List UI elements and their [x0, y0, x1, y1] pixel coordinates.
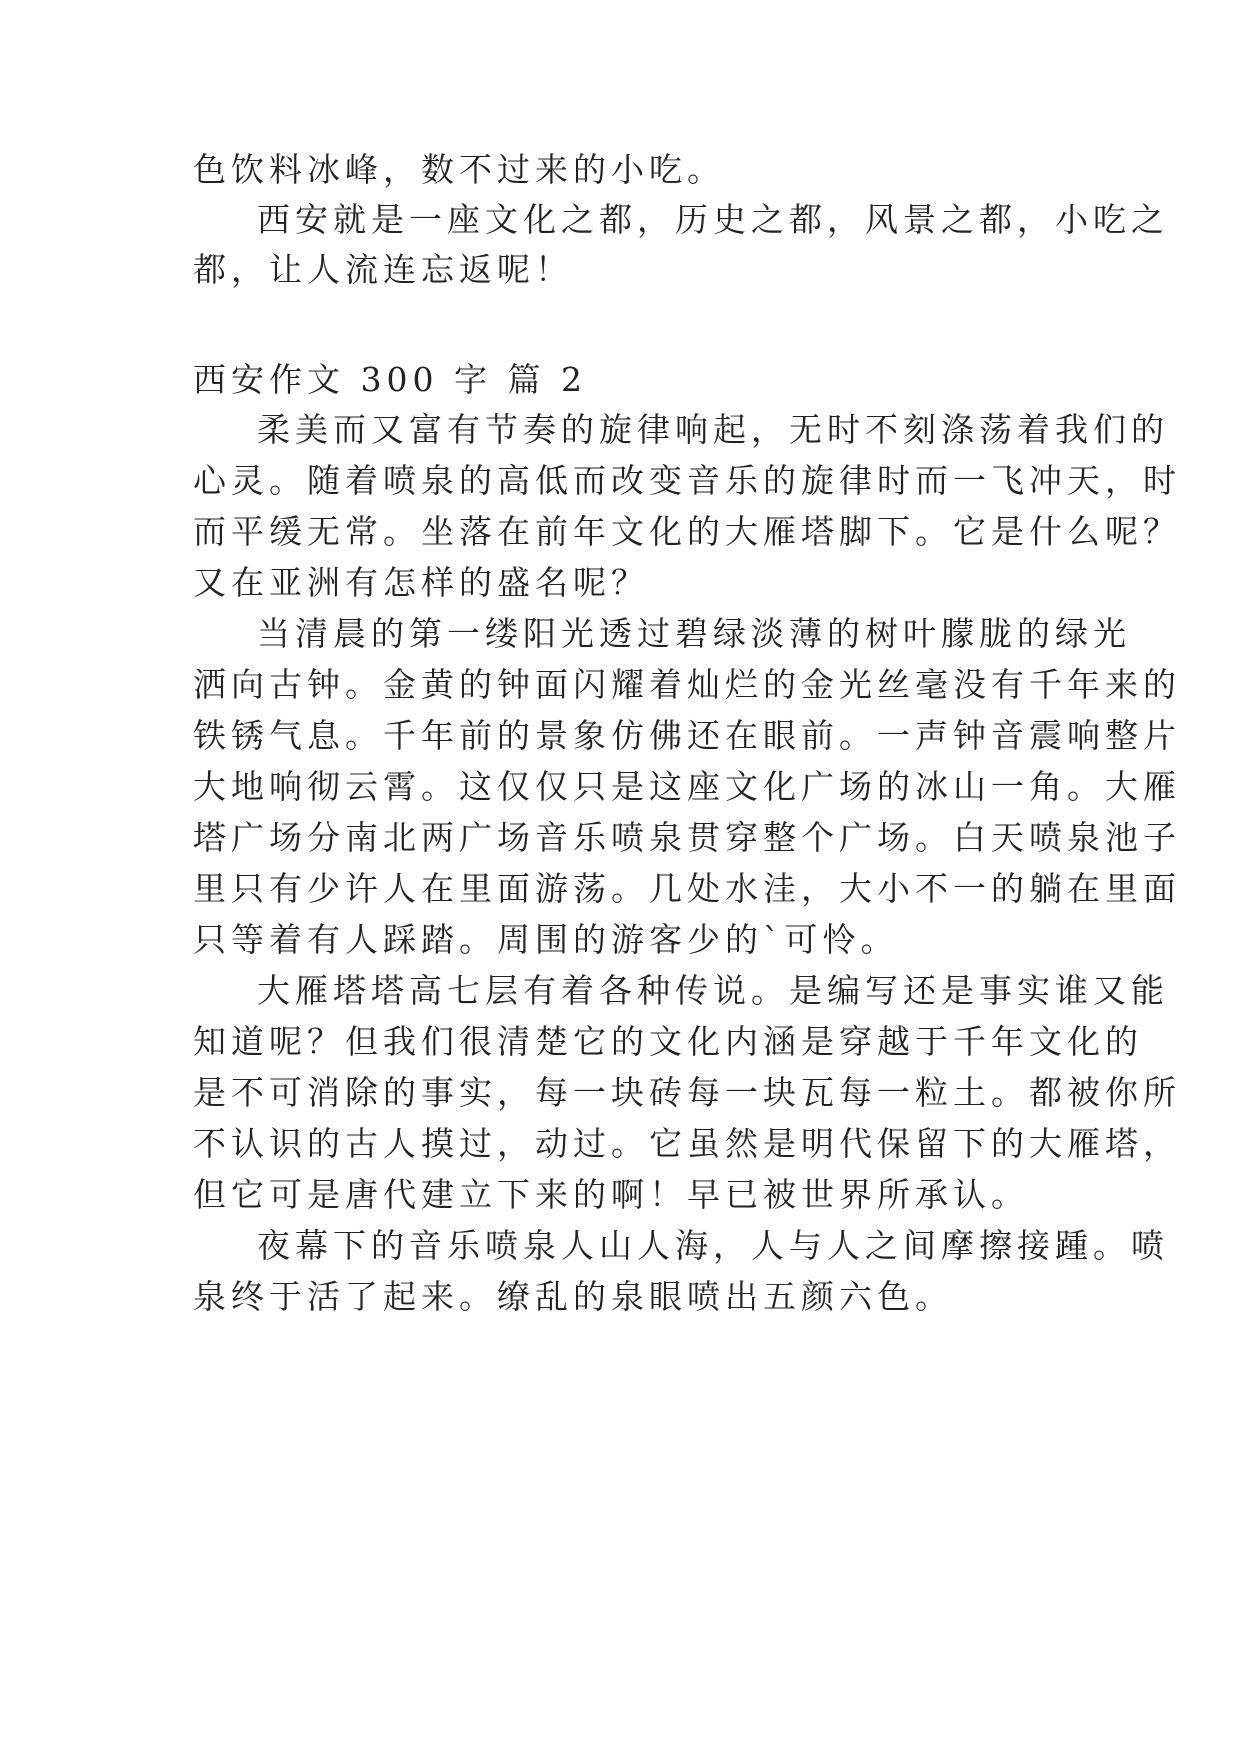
paragraph-line: 色饮料冰峰，数不过来的小吃。 — [193, 150, 725, 189]
paragraph-line: 心灵。随着喷泉的高低而改变音乐的旋律时而一飞冲天，时 — [193, 461, 1181, 500]
paragraph-line: 而平缓无常。坐落在前年文化的大雁塔脚下。它是什么呢？ — [193, 512, 1181, 551]
paragraph-line: 里只有少许人在里面游荡。几处水洼，大小不一的躺在里面 — [193, 869, 1181, 908]
paragraph-line: 又在亚洲有怎样的盛名呢？ — [193, 563, 649, 602]
paragraph-line: 塔广场分南北两广场音乐喷泉贯穿整个广场。白天喷泉池子 — [193, 818, 1181, 857]
paragraph-line: 西安就是一座文化之都，历史之都，风景之都，小吃之 — [257, 200, 1169, 239]
paragraph-line: 夜幕下的音乐喷泉人山人海，人与人之间摩擦接踵。喷 — [257, 1226, 1169, 1265]
paragraph-line: 洒向古钟。金黄的钟面闪耀着灿烂的金光丝毫没有千年来的 — [193, 665, 1181, 704]
paragraph-line: 柔美而又富有节奏的旋律响起，无时不刻涤荡着我们的 — [257, 410, 1169, 449]
paragraph-line: 是不可消除的事实，每一块砖每一块瓦每一粒土。都被你所 — [193, 1073, 1181, 1112]
section-heading: 西安作文 300 字 篇 2 — [193, 360, 587, 399]
paragraph-line: 知道呢？但我们很清楚它的文化内涵是穿越于千年文化的 — [193, 1022, 1143, 1061]
paragraph-line: 铁锈气息。千年前的景象仿佛还在眼前。一声钟音震响整片 — [193, 716, 1181, 755]
paragraph-line: 都，让人流连忘返呢！ — [193, 250, 573, 289]
paragraph-line: 泉终于活了起来。缭乱的泉眼喷出五颜六色。 — [193, 1277, 953, 1316]
paragraph-line: 大地响彻云霄。这仅仅只是这座文化广场的冰山一角。大雁 — [193, 767, 1181, 806]
paragraph-line: 只等着有人踩踏。周围的游客少的`可怜。 — [193, 920, 899, 959]
paragraph-line: 当清晨的第一缕阳光透过碧绿淡薄的树叶朦胧的绿光 — [257, 614, 1131, 653]
paragraph-line: 但它可是唐代建立下来的啊！早已被世界所承认。 — [193, 1175, 1029, 1214]
paragraph-line: 不认识的古人摸过，动过。它虽然是明代保留下的大雁塔， — [193, 1124, 1181, 1163]
paragraph-line: 大雁塔塔高七层有着各种传说。是编写还是事实谁又能 — [257, 971, 1169, 1010]
